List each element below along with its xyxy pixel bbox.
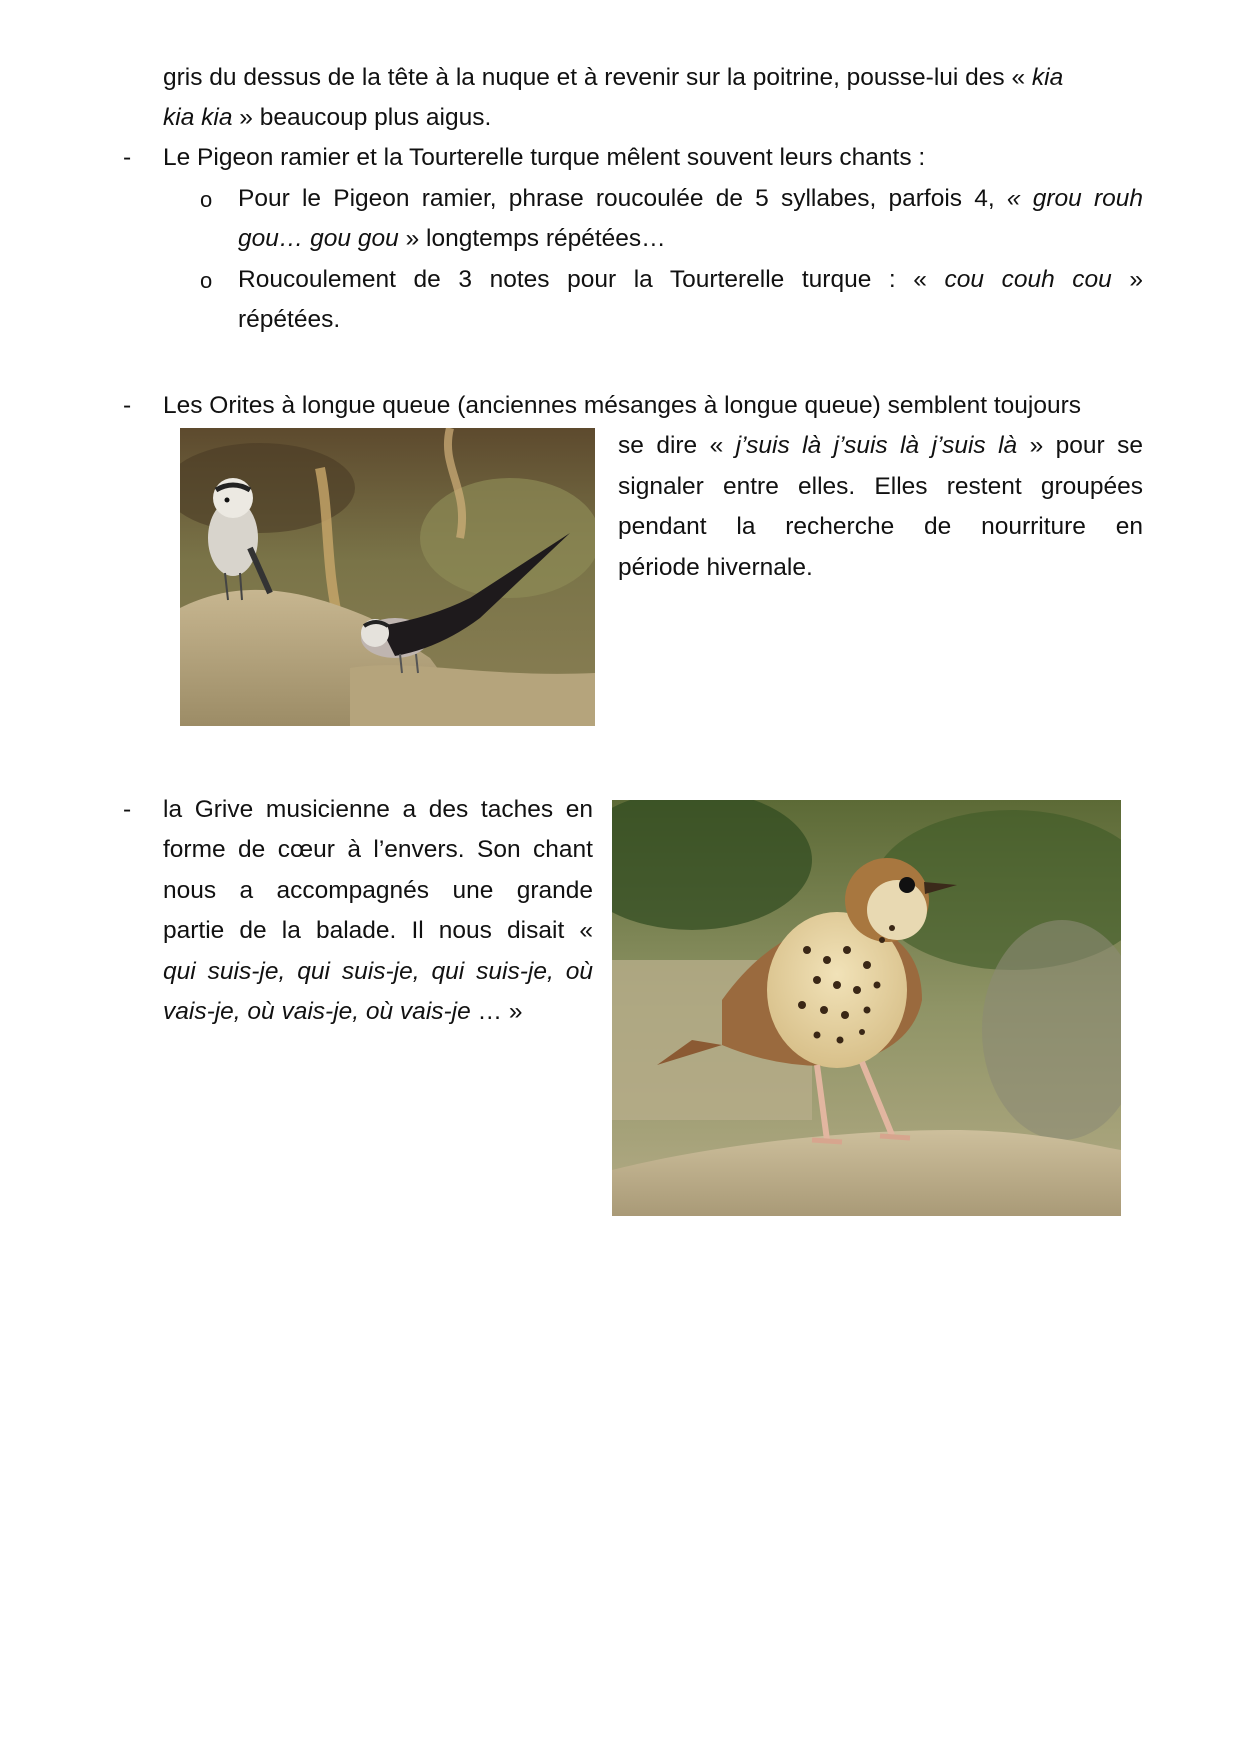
bullet-dash: - [123,392,132,419]
tourterelle-detail-line-2: répétées. [238,306,341,333]
grive-line-4: partie de la balade. Il nous disait « [163,917,593,944]
long-tailed-tits-illustration [180,428,595,726]
pigeon-detail-line-2: gou… gou gou » longtemps répétées… [238,225,666,252]
pigeon-detail-line-1: Pour le Pigeon ramier, phrase roucoulée de 5 syllabes, parfois 4, « grou rouh [238,185,1143,212]
sub-bullet-circle: o [200,187,213,212]
orites-line-3: signaler entre elles. Elles restent groupées [618,473,1143,500]
sub-bullet-circle: o [200,268,213,293]
pigeon-heading: Le Pigeon ramier et la Tourterelle turque mêlent souvent leurs chants : [163,144,926,171]
tourterelle-detail-line-1: Roucoulement de 3 notes pour la Tourterelle turque : « cou couh cou » [238,266,1143,293]
intro-line-2: kia kia » beaucoup plus aigus. [163,104,492,131]
grive-line-6: vais-je, où vais-je, où vais-je … » [163,998,523,1025]
song-thrush-photo [612,800,1121,1216]
song-thrush-illustration [612,800,1121,1216]
bullet-dash: - [123,144,132,171]
grive-line-2: forme de cœur à l’envers. Son chant [163,836,593,863]
intro-line-1: gris du dessus de la tête à la nuque et à revenir sur la poitrine, pousse-lui des « kia [163,64,1064,91]
orites-line-4: pendant la recherche de nourriture en [618,513,1143,540]
grive-line-5: qui suis-je, qui suis-je, qui suis-je, où [163,958,593,985]
orites-line-5: période hivernale. [618,554,813,581]
grive-line-3: nous a accompagnés une grande [163,877,593,904]
orites-line-2: se dire « j’suis là j’suis là j’suis là » pour se [618,432,1144,459]
bullet-dash: - [123,796,132,823]
orites-line-1: Les Orites à longue queue (anciennes mésanges à longue queue) semblent toujours [163,392,1081,419]
long-tailed-tits-photo [180,428,595,726]
grive-line-1: la Grive musicienne a des taches en [163,796,593,823]
